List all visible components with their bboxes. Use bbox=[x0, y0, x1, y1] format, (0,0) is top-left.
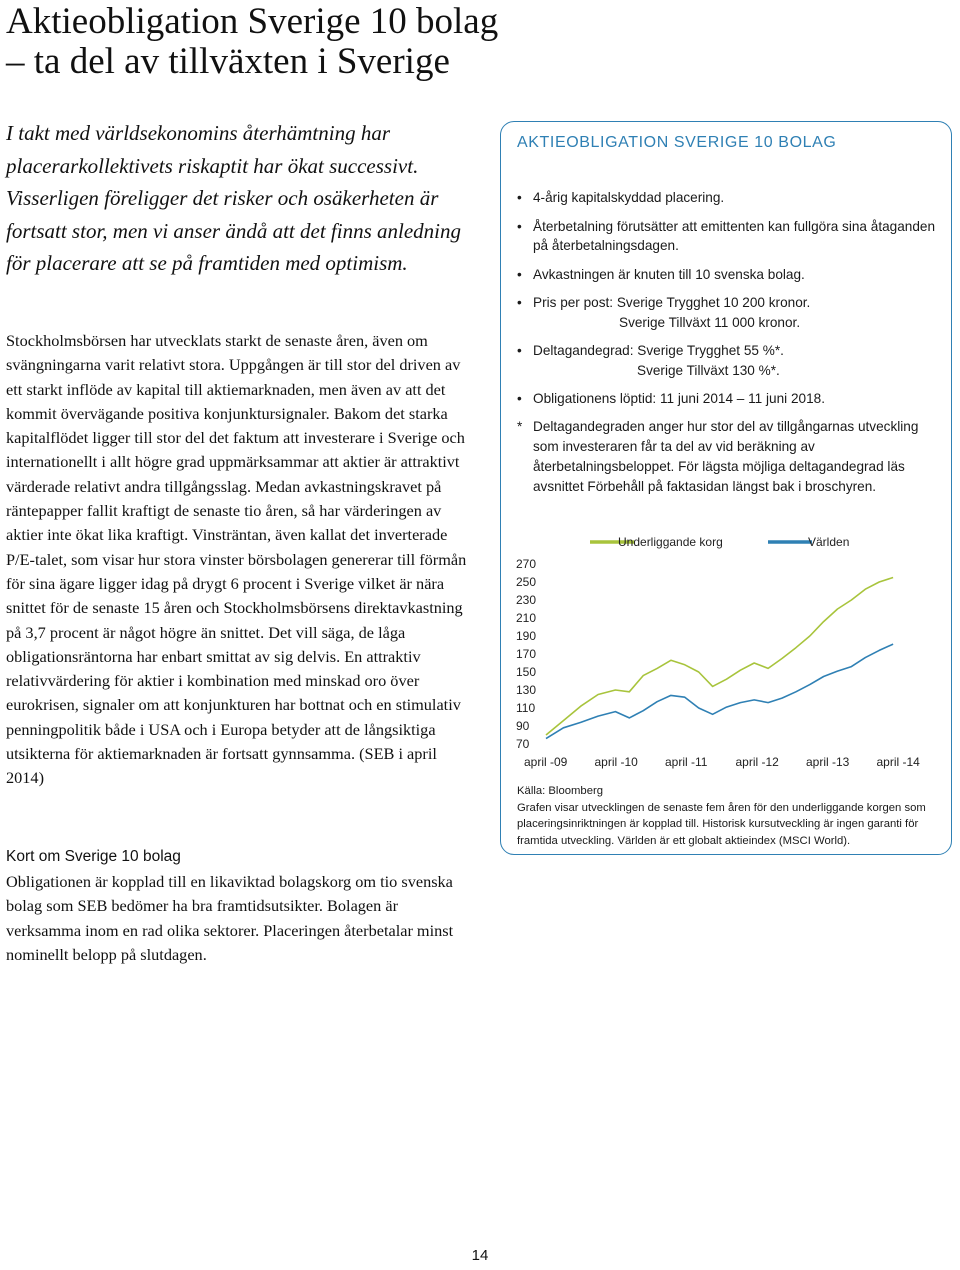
legend-label: Världen bbox=[808, 535, 850, 549]
info-box-title: AKTIEOBLIGATION SVERIGE 10 BOLAG bbox=[517, 134, 837, 151]
chart-legend bbox=[590, 535, 849, 549]
fact-text: Avkastningen är knuten till 10 svenska bolag. bbox=[533, 266, 805, 282]
y-tick-label: 270 bbox=[516, 557, 537, 571]
y-tick-label: 210 bbox=[516, 611, 537, 625]
fact-item bbox=[517, 389, 937, 409]
fact-text: Obligationens löptid: 11 juni 2014 – 11 juni 2018. bbox=[533, 391, 825, 406]
y-tick-label: 130 bbox=[516, 683, 537, 697]
page-number: 14 bbox=[471, 1247, 489, 1264]
x-tick-label: april -12 bbox=[735, 755, 779, 769]
y-tick-label: 70 bbox=[516, 737, 530, 751]
bullet-icon: • bbox=[517, 190, 522, 205]
y-tick-label: 90 bbox=[516, 719, 530, 733]
series-line-varlden bbox=[546, 644, 893, 739]
x-tick-label: april -11 bbox=[665, 755, 708, 769]
chart-source bbox=[517, 783, 947, 849]
y-tick-label: 250 bbox=[516, 575, 537, 589]
x-tick-label: april -13 bbox=[806, 755, 850, 769]
y-tick-label: 190 bbox=[516, 629, 537, 643]
fact-text: 4-årig kapitalskyddad placering. bbox=[533, 190, 725, 205]
kort-text: Obligationen är kopplad till en likaviktad bolagskorg om tio svenska bolag som SEB bedömer ha bra framtidsutsikter. Bolagen är verksamma inom en rad olika sektorer. Placeringen återbetalar minst nominellt belopp på slutdagen. bbox=[6, 872, 454, 964]
kort-heading: Kort om Sverige 10 bolag bbox=[6, 848, 181, 865]
title-line-1: Aktieobligation Sverige 10 bolag bbox=[6, 1, 499, 42]
bullet-icon: • bbox=[517, 343, 522, 358]
x-tick-label: april -14 bbox=[876, 755, 920, 769]
bullet-icon: • bbox=[517, 266, 522, 282]
footnote bbox=[517, 417, 937, 497]
y-axis bbox=[516, 557, 536, 751]
body-text bbox=[6, 329, 476, 791]
source-text: Grafen visar utvecklingen de senaste fem åren för den underliggande korgen som placeringsinriktningen är kopplad till. Historisk kursutveckling är ingen garanti för framtida utveckling. Världen är ett globalt aktieindex (MSCI World). bbox=[517, 801, 926, 847]
legend-label: Underliggande korg bbox=[618, 535, 723, 549]
lead-paragraph: I takt med världsekonomins återhämtning har placerarkollektivets riskaptit har ökat successivt. Visserligen föreligger det risker och osäkerheten är fortsatt stor, men vi anser ändå att det finns anledning för placerare att se på framtiden med optimism. bbox=[6, 121, 461, 275]
title-line-2: – ta del av tillväxten i Sverige bbox=[6, 41, 450, 82]
fact-item bbox=[517, 217, 937, 256]
y-tick-label: 150 bbox=[516, 665, 537, 679]
y-tick-label: 110 bbox=[516, 701, 536, 715]
fact-text: Pris per post: Sverige Trygghet 10 200 kronor. bbox=[533, 295, 811, 310]
fact-item bbox=[517, 265, 937, 285]
page-title bbox=[6, 2, 946, 82]
footnote-text: Deltagandegraden anger hur stor del av tillgångarnas utveckling som investeraren får ta del av vid beräkning av återbetalningsbeloppet. För lägsta möjliga deltagandegrad läs avsnittet Förbehåll på faktasidan längst bak i broschyren. bbox=[533, 419, 919, 494]
bullet-icon: • bbox=[517, 295, 522, 310]
fact-list bbox=[517, 188, 937, 418]
fact-item bbox=[517, 341, 937, 380]
x-tick-label: april -09 bbox=[524, 755, 568, 769]
bullet-icon: • bbox=[517, 218, 522, 234]
fact-subtext: Sverige Tillväxt 130 %*. bbox=[637, 362, 780, 378]
bullet-icon: • bbox=[517, 391, 522, 406]
x-axis bbox=[524, 755, 920, 769]
fact-subtext: Sverige Tillväxt 11 000 kronor. bbox=[619, 314, 801, 330]
fact-text: Deltagandegrad: Sverige Trygghet 55 %*. bbox=[533, 343, 784, 358]
source-label: Källa: Bloomberg bbox=[517, 785, 604, 797]
fact-item bbox=[517, 188, 937, 208]
body-paragraph: Stockholmsbörsen har utvecklats starkt de senaste åren, även om svängningarna varit relativt stora. Uppgången är till stor del driven av ett starkt inflöde av kapital till aktiemarknaden, men även av att det kommit övervägande positiva konjunktursignaler. Bakom det starka kapitalflödet ligger till stor del det faktum att investerare i Sverige och internationellt i allt högre grad uppmärksammar att aktier är attraktivt värderade relativt andra tillgångsslag. Medan avkastningskravet på räntepapper fallit kraftigt de senaste tio åren, så har värderingen av aktier inte ökat lika kraftigt. Vinsträntan, även kallat det inverterade P/E-talet, som visar hur stora vinster börsbolagen genererar till förmån för sina ägare ligger idag på drygt 6 procent i Sverige vilket är nära snittet för de senaste 15 åren och Stockholmsbörsens direktavkastning på 3,7 procent är något högre än snittet. Det vill säga, de låga obligationsräntorna har enbart smittat av sig delvis. En attraktiv relativvärdering för aktier i kombination med minskad oro över eurokrisen, signaler om att konjunkturen har bottnat och en stimulativ penningpolitik både i USA och i Europa betyder att de långsiktiga utsikterna för aktiemarknaden är fortsatt gynnsamma. (SEB i april 2014) bbox=[6, 331, 467, 788]
kort-section bbox=[6, 846, 476, 967]
y-tick-label: 170 bbox=[516, 647, 537, 661]
asterisk-icon: * bbox=[517, 419, 523, 434]
performance-chart bbox=[508, 528, 948, 778]
y-tick-label: 230 bbox=[516, 593, 537, 607]
x-tick-label: april -10 bbox=[594, 755, 638, 769]
series-layer bbox=[546, 578, 893, 739]
fact-text: Återbetalning förutsätter att emittenten kan fullgöra sina åtaganden på återbetalningsdagen. bbox=[533, 218, 936, 253]
fact-item bbox=[517, 293, 937, 332]
